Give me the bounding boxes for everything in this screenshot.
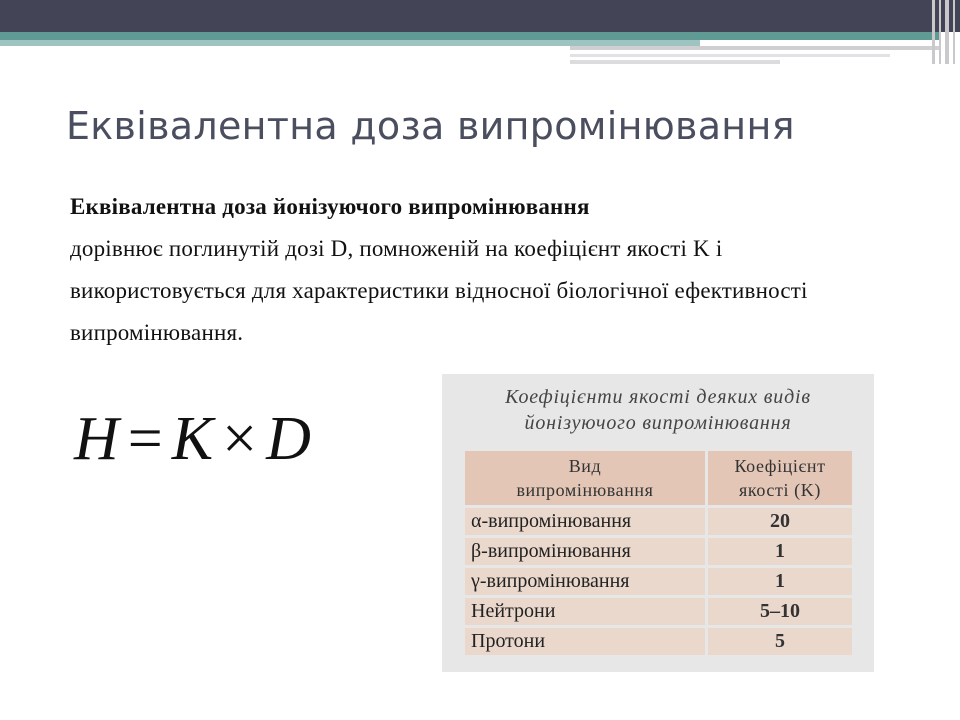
cell-type: γ-випромінювання [465,568,708,595]
table-row [465,598,852,625]
decor-line [570,46,940,50]
table-row [465,568,852,595]
cell-k: 20 [708,508,852,535]
decor-line [570,60,780,64]
formula-k: K [171,405,215,473]
definition-paragraph [70,186,860,354]
cell-type: Нейтрони [465,598,708,625]
cell-k: 5–10 [708,598,852,625]
formula-times: × [222,405,259,473]
formula-d: D [266,405,312,473]
header-quality-factor: Коефіцієнт якості (K) [708,451,852,505]
cell-k: 5 [708,628,852,655]
quality-factor-table [465,448,852,658]
cell-k: 1 [708,568,852,595]
table-header-row [465,451,852,505]
cell-type: α-випромінювання [465,508,708,535]
decor-line [570,54,890,57]
table-caption: Коефіцієнти якості деяких видів йонізуючого випромінювання [505,386,811,434]
formula-h: H [74,405,120,473]
cell-k: 1 [708,538,852,565]
header-radiation-type: Вид випромінювання [465,451,708,505]
decor-vertical-stripes [930,0,960,64]
slide-title: Еквівалентна доза випромінювання [66,104,795,148]
accent-stripe [0,32,940,40]
table-row [465,538,852,565]
dose-formula [74,404,312,475]
definition-term: Еквівалентна доза йонізуючого випромінювання [70,194,590,219]
formula-equals: = [127,405,164,473]
table-row [465,508,852,535]
definition-text: дорівнює поглинутій дозі D, помноженій на коефіцієнт якості K і використовується для характеристики відносної біологічної ефективності випромінювання. [70,236,808,345]
table-row [465,628,852,655]
header-bar [0,0,960,32]
cell-type: Протони [465,628,708,655]
cell-type: β-випромінювання [465,538,708,565]
